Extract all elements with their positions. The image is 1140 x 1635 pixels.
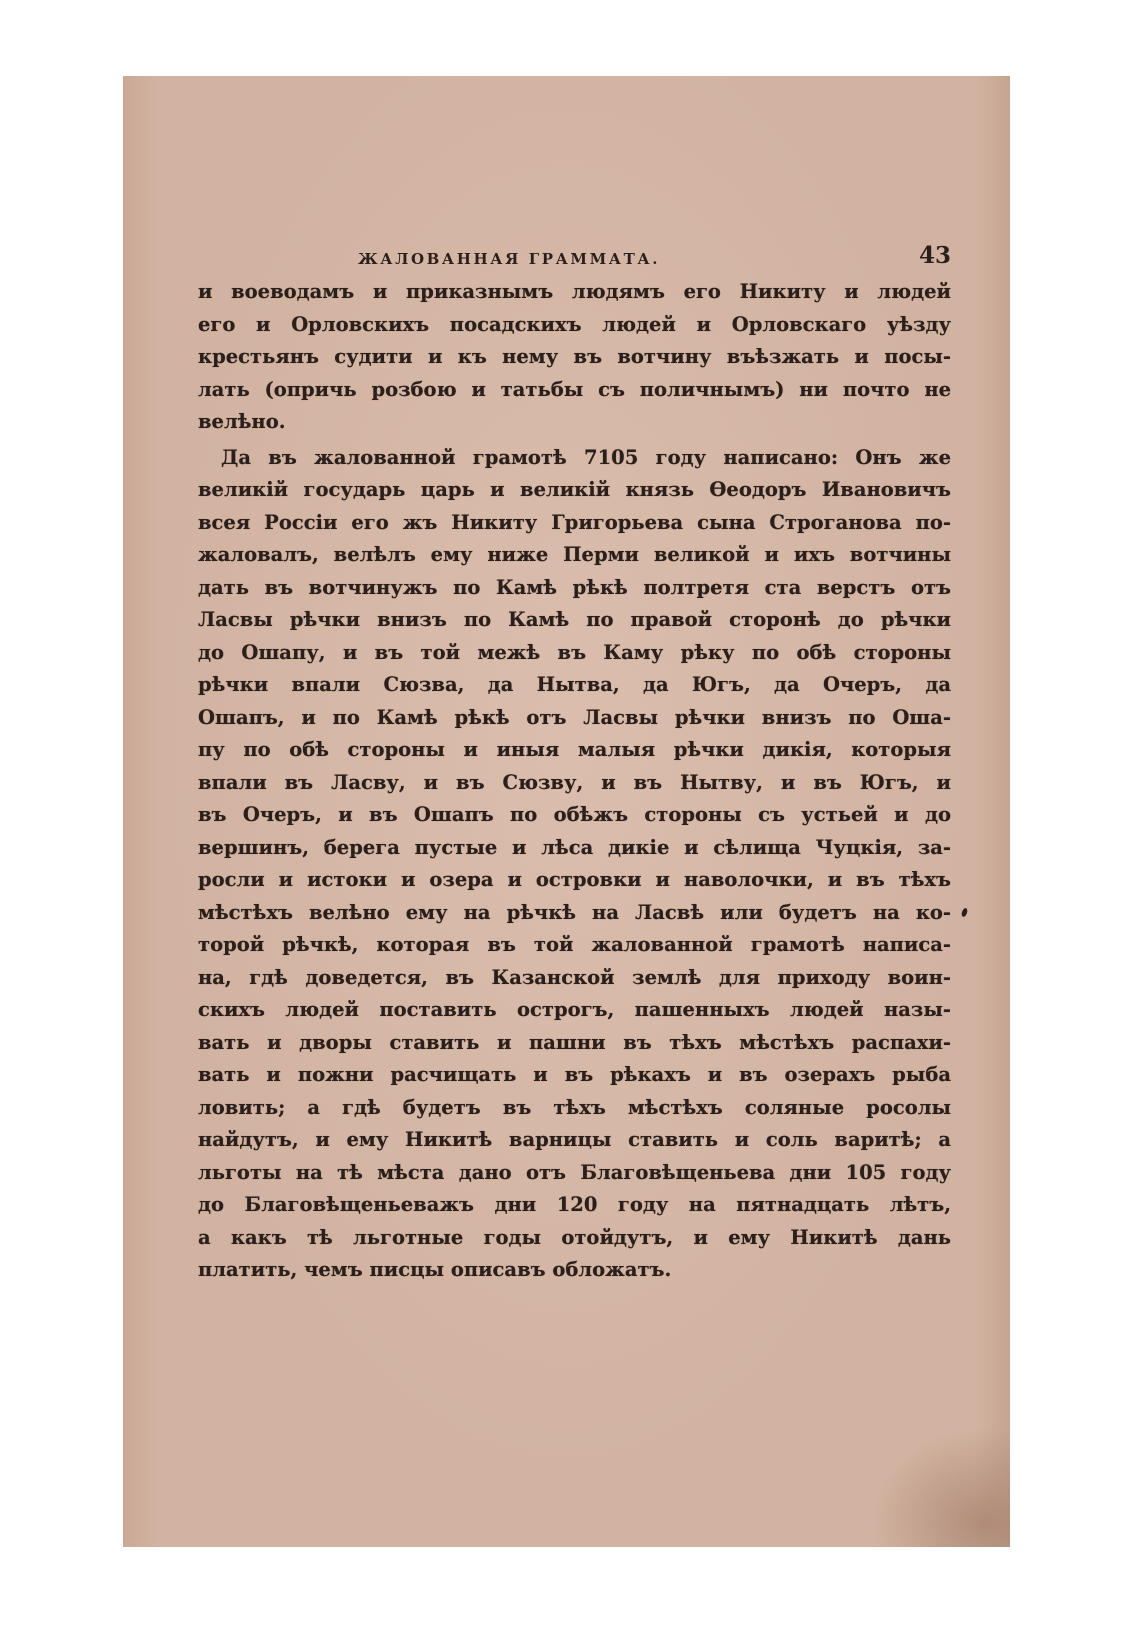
- text-line: скихъ людей поставить острогъ, пашенныхъ людей назы-: [198, 998, 951, 1021]
- text-line: всея Россіи его жъ Никиту Григорьева сына Строганова по-: [198, 510, 951, 534]
- text-line: ловить; а гдѣ будетъ въ тѣхъ мѣстѣхъ соляные росолы: [198, 1095, 951, 1119]
- text-line: дать въ вотчинужъ по Камѣ рѣкѣ полтретя ста верстъ отъ: [198, 575, 951, 599]
- paragraph-2: [198, 442, 951, 1287]
- text-line: росли и истоки и озера и островки и наволочки, и въ тѣхъ: [198, 868, 951, 891]
- text-line: вать и дворы ставить и пашни въ тѣхъ мѣстѣхъ распахи-: [198, 1030, 951, 1054]
- text-line: льготы на тѣ мѣста дано отъ Благовѣщеньева дни 105 году: [198, 1160, 951, 1184]
- body-text: [198, 276, 951, 1287]
- text-line: великій государь царь и великій князь Ѳеодоръ Ивановичъ: [198, 478, 951, 501]
- text-line: его и Орловскихъ посадскихъ людей и Орловскаго уѣзду: [198, 312, 951, 336]
- text-line: лать (опричь розбою и татьбы съ поличнымъ) ни почто не: [198, 377, 951, 401]
- text-line: мѣстѣхъ велѣно ему на рѣчкѣ на Ласвѣ или будетъ на ко-: [198, 900, 951, 924]
- text-line: рѣчки впали Сюзва, да Нытва, да Югъ, да Очеръ, да: [198, 673, 951, 696]
- text-line: и воеводамъ и приказнымъ людямъ его Никиту и людей: [198, 280, 951, 303]
- text-line: до Ошапу, и въ той межѣ въ Каму рѣку по обѣ стороны: [198, 640, 951, 664]
- running-title: ЖАЛОВАННАЯ ГРАММАТА.: [358, 250, 661, 268]
- text-line: Да въ жалованной грамотѣ 7105 году написано: Онъ же: [221, 445, 951, 469]
- text-line: въ Очеръ, и въ Ошапъ по обѣжъ стороны съ устьей и до: [198, 803, 951, 826]
- text-line: Ласвы рѣчки внизъ по Камѣ по правой сторонѣ до рѣчки: [198, 608, 951, 631]
- text-line: найдутъ, и ему Никитѣ варницы ставить и соль варитѣ; а: [198, 1128, 951, 1151]
- paragraph-1: [198, 276, 951, 439]
- paper-stain: [870, 1427, 1010, 1547]
- running-header: [198, 242, 951, 274]
- text-line: на, гдѣ доведется, въ Казанской землѣ для приходу воин-: [198, 965, 951, 989]
- text-line: жаловалъ, велѣлъ ему ниже Перми великой и ихъ вотчины: [198, 543, 951, 566]
- text-line: а какъ тѣ льготные годы отойдутъ, и ему Никитѣ дань: [198, 1225, 951, 1249]
- ink-spot: [961, 907, 969, 917]
- text-line: вершинъ, берега пустые и лѣса дикіе и сѣлища Чуцкія, за-: [198, 835, 951, 859]
- text-line: вать и пожни расчищать и въ рѣкахъ и въ озерахъ рыба: [198, 1063, 951, 1086]
- text-line: пу по обѣ стороны и иныя малыя рѣчки дикія, которыя: [198, 738, 951, 761]
- text-line: до Благовѣщеньеважъ дни 120 году на пятнадцать лѣтъ,: [198, 1193, 951, 1216]
- page-number: 43: [918, 242, 951, 269]
- text-line: Ошапъ, и по Камѣ рѣкѣ отъ Ласвы рѣчки внизъ по Оша-: [198, 705, 951, 729]
- text-line: велѣно.: [198, 410, 286, 433]
- text-line: впали въ Ласву, и въ Сюзву, и въ Нытву, и въ Югъ, и: [198, 770, 951, 794]
- text-line: крестьянъ судити и къ нему въ вотчину въѣзжать и посы-: [198, 345, 951, 368]
- text-line: торой рѣчкѣ, которая въ той жалованной грамотѣ написа-: [198, 933, 951, 956]
- text-line: платить, чемъ писцы описавъ обложатъ.: [198, 1258, 672, 1281]
- scanned-page: [123, 76, 1010, 1547]
